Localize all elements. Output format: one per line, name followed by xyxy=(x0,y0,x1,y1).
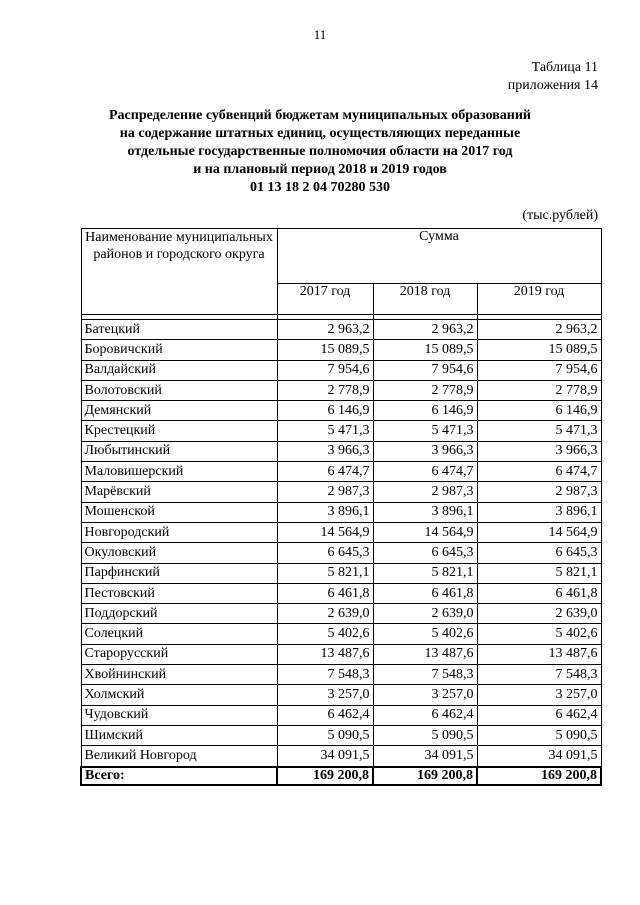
table-row xyxy=(81,421,601,441)
amount-2017-cell: 6 462,4 xyxy=(277,705,373,725)
amount-2017-cell: 2 987,3 xyxy=(277,482,373,502)
amount-2017-cell: 2 639,0 xyxy=(277,604,373,624)
document-title xyxy=(60,107,580,197)
table-row xyxy=(81,360,601,380)
amount-2018-cell: 6 645,3 xyxy=(373,543,477,563)
table-row xyxy=(81,441,601,461)
total-2018: 169 200,8 xyxy=(373,767,477,785)
column-header-2019: 2019 год xyxy=(477,284,601,315)
district-name-cell: Пестовский xyxy=(81,583,277,603)
title-line: и на плановый период 2018 и 2019 годов xyxy=(193,162,447,177)
table-row xyxy=(81,320,601,340)
amount-2019-cell: 2 778,9 xyxy=(477,380,601,400)
amount-2018-cell: 3 257,0 xyxy=(373,685,477,705)
amount-2019-cell: 5 471,3 xyxy=(477,421,601,441)
district-name-cell: Старорусский xyxy=(81,644,277,664)
column-header-2018: 2018 год xyxy=(373,284,477,315)
amount-2017-cell: 5 471,3 xyxy=(277,421,373,441)
district-name-cell: Валдайский xyxy=(81,360,277,380)
amount-2019-cell: 6 474,7 xyxy=(477,462,601,482)
amount-2017-cell: 5 402,6 xyxy=(277,624,373,644)
amount-2018-cell: 6 462,4 xyxy=(373,705,477,725)
amount-2018-cell: 6 146,9 xyxy=(373,401,477,421)
table-row xyxy=(81,685,601,705)
district-name-cell: Холмский xyxy=(81,685,277,705)
amount-2018-cell: 3 966,3 xyxy=(373,441,477,461)
district-name-cell: Батецкий xyxy=(81,320,277,340)
district-name-cell: Маловишерский xyxy=(81,462,277,482)
amount-2017-cell: 15 089,5 xyxy=(277,340,373,360)
amount-2019-cell: 3 966,3 xyxy=(477,441,601,461)
amount-2019-cell: 3 257,0 xyxy=(477,685,601,705)
amount-2017-cell: 3 896,1 xyxy=(277,502,373,522)
district-name-cell: Хвойнинский xyxy=(81,665,277,685)
amount-2018-cell: 5 090,5 xyxy=(373,725,477,745)
district-name-cell: Волотовский xyxy=(81,380,277,400)
amount-2018-cell: 6 461,8 xyxy=(373,583,477,603)
amount-2019-cell: 2 639,0 xyxy=(477,604,601,624)
column-header-2017: 2017 год xyxy=(277,284,373,315)
table-row xyxy=(81,705,601,725)
amount-2019-cell: 5 402,6 xyxy=(477,624,601,644)
amount-2018-cell: 7 548,3 xyxy=(373,665,477,685)
table-row xyxy=(81,746,601,767)
table-row xyxy=(81,583,601,603)
table-row xyxy=(81,563,601,583)
amount-2019-cell: 14 564,9 xyxy=(477,522,601,542)
table-row xyxy=(81,543,601,563)
annex-appendix-label: приложения 14 xyxy=(507,78,598,93)
district-name-cell: Солецкий xyxy=(81,624,277,644)
amount-2019-cell: 7 548,3 xyxy=(477,665,601,685)
amount-2018-cell: 14 564,9 xyxy=(373,522,477,542)
page-number: 11 xyxy=(313,27,327,42)
amount-2017-cell: 6 645,3 xyxy=(277,543,373,563)
total-2017: 169 200,8 xyxy=(277,767,373,785)
amount-2017-cell: 2 778,9 xyxy=(277,380,373,400)
column-header-name: Наименование муниципальных районов и городского округа xyxy=(81,229,277,315)
annex-reference xyxy=(508,59,598,95)
district-name-cell: Марёвский xyxy=(81,482,277,502)
table-row xyxy=(81,340,601,360)
amount-2018-cell: 2 963,2 xyxy=(373,320,477,340)
table-body xyxy=(81,320,601,767)
amount-2017-cell: 6 474,7 xyxy=(277,462,373,482)
subvention-table xyxy=(80,228,602,786)
amount-2018-cell: 15 089,5 xyxy=(373,340,477,360)
amount-2017-cell: 7 548,3 xyxy=(277,665,373,685)
amount-2019-cell: 5 090,5 xyxy=(477,725,601,745)
title-line: Распределение субвенций бюджетам муниципальных образований xyxy=(109,108,531,123)
title-line: отдельные государственные полномочия области на 2017 год xyxy=(127,144,513,159)
amount-2018-cell: 5 471,3 xyxy=(373,421,477,441)
column-header-sum: Сумма xyxy=(277,229,601,284)
district-name-cell: Боровичский xyxy=(81,340,277,360)
district-name-cell: Великий Новгород xyxy=(81,746,277,767)
district-name-cell: Крестецкий xyxy=(81,421,277,441)
total-row xyxy=(81,767,601,785)
district-name-cell: Новгородский xyxy=(81,522,277,542)
amount-2017-cell: 13 487,6 xyxy=(277,644,373,664)
amount-2018-cell: 2 639,0 xyxy=(373,604,477,624)
amount-2018-cell: 5 402,6 xyxy=(373,624,477,644)
district-name-cell: Поддорский xyxy=(81,604,277,624)
table-row xyxy=(81,401,601,421)
district-name-cell: Чудовский xyxy=(81,705,277,725)
amount-2017-cell: 34 091,5 xyxy=(277,746,373,767)
total-2019: 169 200,8 xyxy=(477,767,601,785)
table-row xyxy=(81,462,601,482)
table-row xyxy=(81,665,601,685)
amount-2017-cell: 2 963,2 xyxy=(277,320,373,340)
amount-2017-cell: 6 146,9 xyxy=(277,401,373,421)
table-row xyxy=(81,725,601,745)
table-row xyxy=(81,482,601,502)
amount-2019-cell: 3 896,1 xyxy=(477,502,601,522)
amount-2018-cell: 7 954,6 xyxy=(373,360,477,380)
amount-2018-cell: 6 474,7 xyxy=(373,462,477,482)
amount-2019-cell: 6 146,9 xyxy=(477,401,601,421)
amount-2018-cell: 34 091,5 xyxy=(373,746,477,767)
amount-2018-cell: 3 896,1 xyxy=(373,502,477,522)
budget-code: 01 13 18 2 04 70280 530 xyxy=(250,180,390,195)
district-name-cell: Мошенской xyxy=(81,502,277,522)
amount-2019-cell: 2 963,2 xyxy=(477,320,601,340)
table-row xyxy=(81,644,601,664)
amount-2019-cell: 7 954,6 xyxy=(477,360,601,380)
amount-2017-cell: 5 090,5 xyxy=(277,725,373,745)
amount-2018-cell: 13 487,6 xyxy=(373,644,477,664)
total-label: Всего: xyxy=(81,767,277,785)
district-name-cell: Любытинский xyxy=(81,441,277,461)
amount-2017-cell: 3 257,0 xyxy=(277,685,373,705)
amount-2017-cell: 3 966,3 xyxy=(277,441,373,461)
district-name-cell: Парфинский xyxy=(81,563,277,583)
annex-table-label: Таблица 11 xyxy=(531,60,598,75)
table-row xyxy=(81,604,601,624)
amount-2019-cell: 6 462,4 xyxy=(477,705,601,725)
table-row xyxy=(81,522,601,542)
amount-2018-cell: 2 987,3 xyxy=(373,482,477,502)
unit-label: (тыс.рублей) xyxy=(522,208,598,223)
table-row xyxy=(81,624,601,644)
title-line: на содержание штатных единиц, осуществляющих переданные xyxy=(119,126,521,141)
amount-2017-cell: 5 821,1 xyxy=(277,563,373,583)
amount-2019-cell: 15 089,5 xyxy=(477,340,601,360)
amount-2018-cell: 2 778,9 xyxy=(373,380,477,400)
amount-2019-cell: 6 461,8 xyxy=(477,583,601,603)
amount-2019-cell: 6 645,3 xyxy=(477,543,601,563)
district-name-cell: Окуловский xyxy=(81,543,277,563)
amount-2019-cell: 5 821,1 xyxy=(477,563,601,583)
amount-2019-cell: 34 091,5 xyxy=(477,746,601,767)
amount-2017-cell: 7 954,6 xyxy=(277,360,373,380)
amount-2019-cell: 2 987,3 xyxy=(477,482,601,502)
amount-2018-cell: 5 821,1 xyxy=(373,563,477,583)
table-row xyxy=(81,380,601,400)
amount-2017-cell: 6 461,8 xyxy=(277,583,373,603)
amount-2017-cell: 14 564,9 xyxy=(277,522,373,542)
table-row xyxy=(81,502,601,522)
district-name-cell: Шимский xyxy=(81,725,277,745)
district-name-cell: Демянский xyxy=(81,401,277,421)
amount-2019-cell: 13 487,6 xyxy=(477,644,601,664)
